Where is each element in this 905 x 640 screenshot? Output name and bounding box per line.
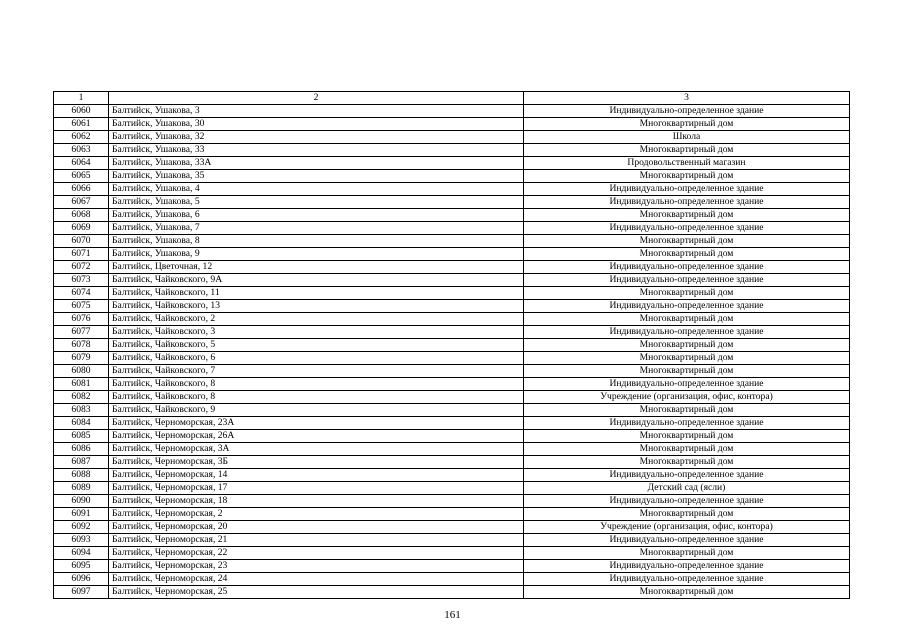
building-type-cell: Индивидуально-определенное здание (524, 560, 850, 573)
address-cell: Балтийск, Ушакова, 35 (109, 170, 524, 183)
address-cell: Балтийск, Ушакова, 4 (109, 183, 524, 196)
table-row (54, 118, 850, 131)
address-cell: Балтийск, Чайковского, 3 (109, 326, 524, 339)
table-row (54, 248, 850, 261)
address-cell: Балтийск, Черноморская, 26А (109, 430, 524, 443)
row-number-cell: 6095 (54, 560, 109, 573)
building-type-cell: Многоквартирный дом (524, 365, 850, 378)
row-number-cell: 6077 (54, 326, 109, 339)
building-type-cell: Многоквартирный дом (524, 248, 850, 261)
building-type-cell: Многоквартирный дом (524, 118, 850, 131)
row-number-cell: 6069 (54, 222, 109, 235)
building-type-cell: Многоквартирный дом (524, 456, 850, 469)
table-row (54, 261, 850, 274)
address-cell: Балтийск, Черноморская, 23 (109, 560, 524, 573)
building-type-cell: Индивидуально-определенное здание (524, 183, 850, 196)
row-number-cell: 6074 (54, 287, 109, 300)
row-number-cell: 6070 (54, 235, 109, 248)
building-type-cell: Многоквартирный дом (524, 547, 850, 560)
building-type-cell: Индивидуально-определенное здание (524, 534, 850, 547)
row-number-cell: 6079 (54, 352, 109, 365)
table-row (54, 339, 850, 352)
table-row (54, 430, 850, 443)
building-type-cell: Индивидуально-определенное здание (524, 326, 850, 339)
address-cell: Балтийск, Ушакова, 7 (109, 222, 524, 235)
row-number-cell: 6067 (54, 196, 109, 209)
table-row (54, 105, 850, 118)
row-number-cell: 6068 (54, 209, 109, 222)
table-row (54, 573, 850, 586)
row-number-cell: 6073 (54, 274, 109, 287)
table-row (54, 443, 850, 456)
table-row (54, 495, 850, 508)
building-type-cell: Многоквартирный дом (524, 235, 850, 248)
table-row (54, 196, 850, 209)
building-type-cell: Многоквартирный дом (524, 404, 850, 417)
table-row (54, 482, 850, 495)
address-cell: Балтийск, Чайковского, 13 (109, 300, 524, 313)
table-row (54, 157, 850, 170)
row-number-cell: 6066 (54, 183, 109, 196)
address-cell: Балтийск, Ушакова, 8 (109, 235, 524, 248)
address-cell: Балтийск, Чайковского, 2 (109, 313, 524, 326)
address-cell: Балтийск, Ушакова, 30 (109, 118, 524, 131)
row-number-cell: 6082 (54, 391, 109, 404)
document-sheet (53, 91, 850, 599)
building-type-cell: Продовольственный магазин (524, 157, 850, 170)
building-type-cell: Многоквартирный дом (524, 430, 850, 443)
address-cell: Балтийск, Чайковского, 8 (109, 378, 524, 391)
row-number-cell: 6083 (54, 404, 109, 417)
row-number-cell: 6093 (54, 534, 109, 547)
table-row (54, 404, 850, 417)
table-row (54, 586, 850, 599)
row-number-cell: 6097 (54, 586, 109, 599)
address-cell: Балтийск, Черноморская, 14 (109, 469, 524, 482)
table-row (54, 183, 850, 196)
address-cell: Балтийск, Чайковского, 6 (109, 352, 524, 365)
row-number-cell: 6072 (54, 261, 109, 274)
table-row (54, 547, 850, 560)
address-cell: Балтийск, Черноморская, 24 (109, 573, 524, 586)
table-row (54, 170, 850, 183)
column-number-3: 3 (524, 92, 850, 105)
row-number-cell: 6061 (54, 118, 109, 131)
building-type-cell: Многоквартирный дом (524, 508, 850, 521)
row-number-cell: 6076 (54, 313, 109, 326)
table-row (54, 313, 850, 326)
building-type-cell: Учреждение (организация, офис, контора) (524, 391, 850, 404)
address-cell: Балтийск, Ушакова, 32 (109, 131, 524, 144)
table-row (54, 352, 850, 365)
building-type-cell: Многоквартирный дом (524, 352, 850, 365)
address-cell: Балтийск, Черноморская, 18 (109, 495, 524, 508)
building-type-cell: Индивидуально-определенное здание (524, 573, 850, 586)
table-row (54, 365, 850, 378)
address-cell: Балтийск, Черноморская, 17 (109, 482, 524, 495)
table-row (54, 144, 850, 157)
row-number-cell: 6094 (54, 547, 109, 560)
table-row (54, 326, 850, 339)
building-type-cell: Индивидуально-определенное здание (524, 274, 850, 287)
row-number-cell: 6085 (54, 430, 109, 443)
address-cell: Балтийск, Ушакова, 33 (109, 144, 524, 157)
column-number-1: 1 (54, 92, 109, 105)
row-number-cell: 6080 (54, 365, 109, 378)
building-type-cell: Многоквартирный дом (524, 339, 850, 352)
building-type-cell: Индивидуально-определенное здание (524, 378, 850, 391)
table-row (54, 378, 850, 391)
address-cell: Балтийск, Ушакова, 9 (109, 248, 524, 261)
table-row (54, 209, 850, 222)
row-number-cell: 6071 (54, 248, 109, 261)
row-number-cell: 6086 (54, 443, 109, 456)
table-row (54, 222, 850, 235)
row-number-cell: 6078 (54, 339, 109, 352)
row-number-cell: 6081 (54, 378, 109, 391)
table-row (54, 521, 850, 534)
row-number-cell: 6084 (54, 417, 109, 430)
address-cell: Балтийск, Чайковского, 7 (109, 365, 524, 378)
column-number-2: 2 (109, 92, 524, 105)
address-cell: Балтийск, Черноморская, 25 (109, 586, 524, 599)
row-number-cell: 6060 (54, 105, 109, 118)
table-row (54, 508, 850, 521)
building-type-cell: Многоквартирный дом (524, 313, 850, 326)
address-cell: Балтийск, Черноморская, 3А (109, 443, 524, 456)
address-cell: Балтийск, Ушакова, 6 (109, 209, 524, 222)
address-cell: Балтийск, Черноморская, 3Б (109, 456, 524, 469)
table-row (54, 274, 850, 287)
address-cell: Балтийск, Черноморская, 22 (109, 547, 524, 560)
address-cell: Балтийск, Черноморская, 21 (109, 534, 524, 547)
building-type-cell: Учреждение (организация, офис, контора) (524, 521, 850, 534)
address-cell: Балтийск, Чайковского, 9 (109, 404, 524, 417)
table-row (54, 456, 850, 469)
table-row (54, 287, 850, 300)
row-number-cell: 6087 (54, 456, 109, 469)
table-row (54, 300, 850, 313)
table-row (54, 417, 850, 430)
table-body (54, 105, 850, 599)
building-type-cell: Многоквартирный дом (524, 586, 850, 599)
address-cell: Балтийск, Черноморская, 20 (109, 521, 524, 534)
building-type-cell: Индивидуально-определенное здание (524, 495, 850, 508)
table-row (54, 391, 850, 404)
address-cell: Балтийск, Чайковского, 11 (109, 287, 524, 300)
address-cell: Балтийск, Ушакова, 33А (109, 157, 524, 170)
building-type-cell: Многоквартирный дом (524, 144, 850, 157)
address-cell: Балтийск, Чайковского, 5 (109, 339, 524, 352)
register-table (53, 91, 850, 599)
row-number-cell: 6075 (54, 300, 109, 313)
building-type-cell: Многоквартирный дом (524, 209, 850, 222)
page-number: 161 (444, 609, 461, 621)
building-type-cell: Индивидуально-определенное здание (524, 417, 850, 430)
row-number-cell: 6096 (54, 573, 109, 586)
address-cell: Балтийск, Ушакова, 3 (109, 105, 524, 118)
building-type-cell: Детский сад (ясли) (524, 482, 850, 495)
table-row (54, 235, 850, 248)
address-cell: Балтийск, Чайковского, 9А (109, 274, 524, 287)
table-row (54, 131, 850, 144)
building-type-cell: Индивидуально-определенное здание (524, 261, 850, 274)
address-cell: Балтийск, Ушакова, 5 (109, 196, 524, 209)
building-type-cell: Индивидуально-определенное здание (524, 196, 850, 209)
building-type-cell: Школа (524, 131, 850, 144)
building-type-cell: Индивидуально-определенное здание (524, 300, 850, 313)
building-type-cell: Многоквартирный дом (524, 170, 850, 183)
row-number-cell: 6092 (54, 521, 109, 534)
table-row (54, 534, 850, 547)
row-number-cell: 6090 (54, 495, 109, 508)
address-cell: Балтийск, Черноморская, 2 (109, 508, 524, 521)
building-type-cell: Индивидуально-определенное здание (524, 222, 850, 235)
row-number-cell: 6062 (54, 131, 109, 144)
row-number-cell: 6064 (54, 157, 109, 170)
building-type-cell: Индивидуально-определенное здание (524, 105, 850, 118)
row-number-cell: 6063 (54, 144, 109, 157)
address-cell: Балтийск, Чайковского, 8 (109, 391, 524, 404)
building-type-cell: Многоквартирный дом (524, 287, 850, 300)
table-header-row (54, 92, 850, 105)
row-number-cell: 6065 (54, 170, 109, 183)
building-type-cell: Индивидуально-определенное здание (524, 469, 850, 482)
table-row (54, 560, 850, 573)
address-cell: Балтийск, Цветочная, 12 (109, 261, 524, 274)
building-type-cell: Многоквартирный дом (524, 443, 850, 456)
row-number-cell: 6091 (54, 508, 109, 521)
table-row (54, 469, 850, 482)
row-number-cell: 6089 (54, 482, 109, 495)
address-cell: Балтийск, Черноморская, 23А (109, 417, 524, 430)
row-number-cell: 6088 (54, 469, 109, 482)
